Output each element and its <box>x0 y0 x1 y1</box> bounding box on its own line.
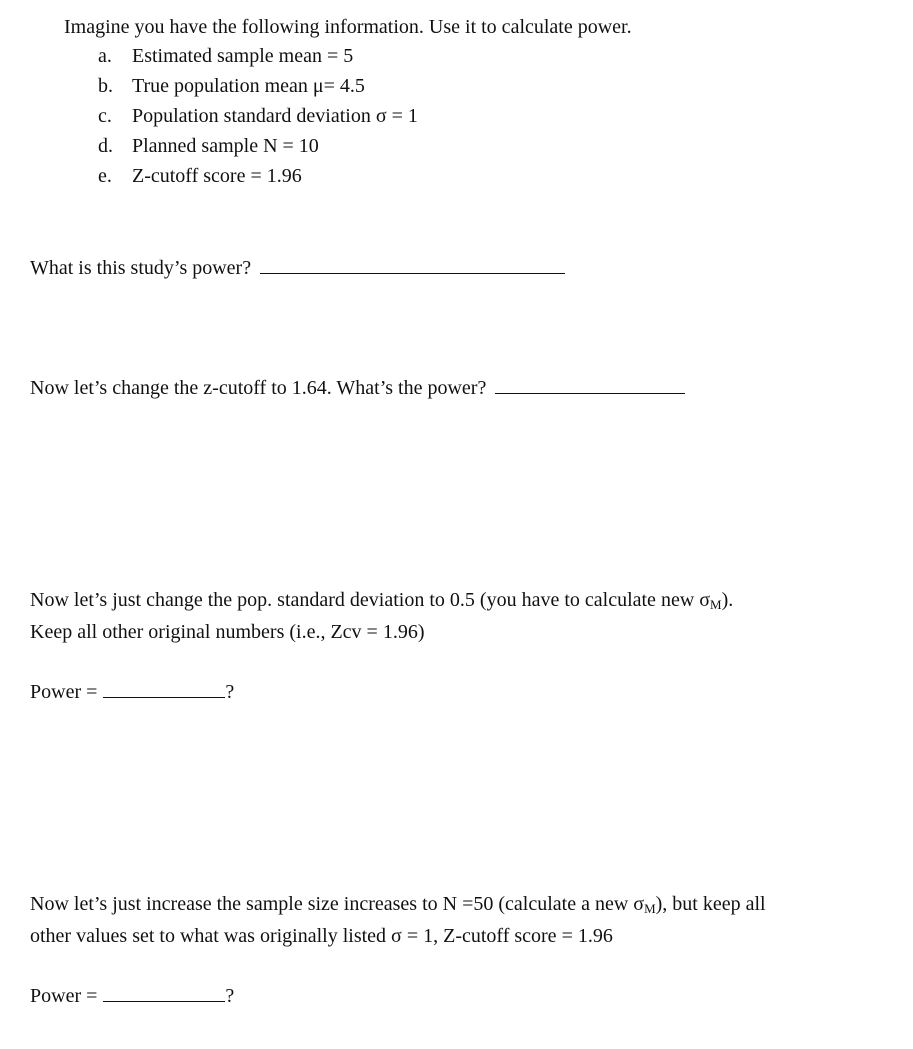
power-row-3 <box>30 679 234 704</box>
sigma-symbol: σ <box>633 893 645 915</box>
power-label: Power = <box>30 681 98 703</box>
answer-blank-2[interactable] <box>495 375 685 394</box>
power-row-4 <box>30 983 234 1008</box>
list-marker: c. <box>98 105 112 127</box>
list-text: Population standard deviation σ = 1 <box>132 105 418 127</box>
list-item <box>98 164 302 188</box>
sigma-subscript: M <box>644 901 656 916</box>
list-item <box>98 134 319 158</box>
question-3-line-2: Keep all other original numbers (i.e., Zcv = 1.96) <box>30 621 425 643</box>
question-2-text: Now let’s change the z-cutoff to 1.64. What’s the power? <box>30 377 487 399</box>
answer-blank-3[interactable] <box>103 679 225 698</box>
question-2 <box>30 375 685 400</box>
intro-text: Imagine you have the following information. Use it to calculate power. <box>64 16 632 38</box>
list-text: Estimated sample mean = 5 <box>132 45 354 67</box>
power-suffix: ? <box>225 681 235 703</box>
answer-blank-1[interactable] <box>260 255 565 274</box>
list-item <box>98 44 353 68</box>
list-marker: b. <box>98 75 113 97</box>
list-item <box>98 74 365 98</box>
list-text: Planned sample N = 10 <box>132 135 319 157</box>
question-4-line-2: other values set to what was originally listed σ = 1, Z-cutoff score = 1.96 <box>30 925 613 947</box>
power-label: Power = <box>30 985 98 1007</box>
sigma-subscript: M <box>710 597 722 612</box>
question-4-line-1 <box>30 892 766 921</box>
list-marker: a. <box>98 45 112 67</box>
question-1 <box>30 255 565 280</box>
question-4-text: Now let’s just increase the sample size increases to N =50 (calculate a new <box>30 893 634 915</box>
power-suffix: ? <box>225 985 235 1007</box>
list-marker: e. <box>98 165 112 187</box>
list-text: True population mean μ= 4.5 <box>132 75 365 97</box>
question-1-text: What is this study’s power? <box>30 257 252 279</box>
answer-blank-4[interactable] <box>103 983 225 1002</box>
question-4-text-end: ), but keep all <box>655 893 766 915</box>
list-text: Z-cutoff score = 1.96 <box>132 165 302 187</box>
question-3-line-1 <box>30 588 733 617</box>
list-item <box>98 104 418 128</box>
question-3-text-end: ). <box>721 589 734 611</box>
question-3-text: Now let’s just change the pop. standard deviation to 0.5 (you have to calculate new <box>30 589 700 611</box>
list-marker: d. <box>98 135 113 157</box>
sigma-symbol: σ <box>699 589 711 611</box>
